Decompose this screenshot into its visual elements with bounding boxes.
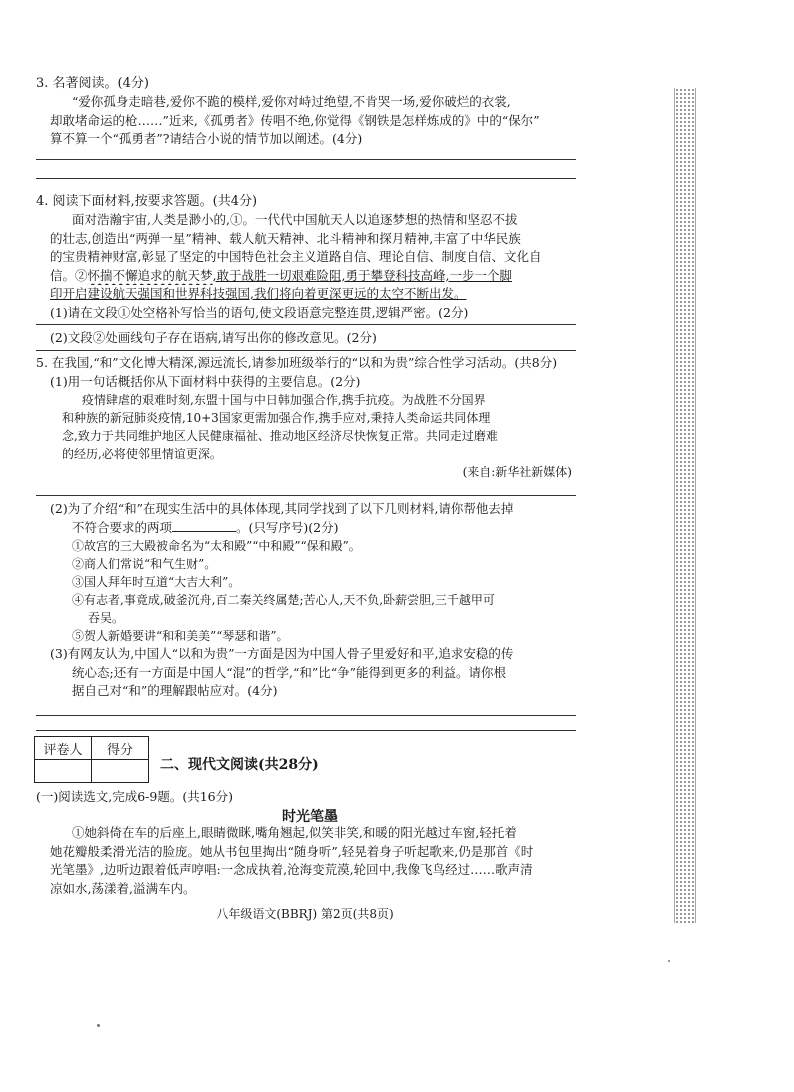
essay-line-2: 她花瓣般柔滑光洁的脸庞。她从书包里掏出“随身听”,轻晃着身子听起歌来,仍是那首《时: [50, 843, 534, 859]
q5-sub-3-line-3: 据自己对“和”的理解跟帖应对。(4分): [72, 683, 278, 698]
q4-para-line-1: 面对浩瀚宇宙,人类是渺小的,①。一代代中国航天人以追逐梦想的热情和坚忍不拔: [72, 212, 518, 227]
page-footer: 八年级语文(BBRJ) 第2页(共8页): [216, 907, 394, 921]
q4-sub2-answer-line[interactable]: [36, 350, 576, 351]
q5-sub-3-line-2: 统心态;还有一方面是中国人“混”的哲学,“和”比“争”能得到更多的利益。请你根: [72, 664, 507, 680]
q5-option-5: ⑤贺人新婚要讲“和和美美”“琴瑟和谐”。: [72, 629, 289, 643]
question-3: [36, 74, 576, 179]
q5-sub-2-line-1: (2)为了介绍“和”在现实生活中的具体体现,其同学找到了以下几则材料,请你帮他去掉: [50, 501, 514, 516]
q5-source: (来自:新华社新媒体): [462, 465, 572, 479]
essay-line-4: 凉如水,荡漾着,溢满车内。: [50, 880, 196, 896]
q5-quote-line-3: 念,致力于共同维护地区人民健康福祉、推动地区经济尽快恢复正常。共同走过磨难: [62, 429, 498, 443]
q4-para-line-4: 信。②怀揣不懈追求的航天梦,敢于战胜一切艰难险阻,勇于攀登科技高峰,一步一个脚: [50, 267, 512, 283]
q5-quote-line-4: 的经历,必将使邻里情谊更深。: [62, 447, 222, 461]
scan-speck: [668, 960, 670, 962]
binding-margin-strip: [674, 88, 696, 923]
q3-answer-line-1[interactable]: [36, 159, 576, 160]
essay-line-1: ①她斜倚在车的后座上,眼睛微眯,嘴角翘起,似笑非笑,和暖的阳光越过车窗,轻托着: [72, 825, 517, 840]
q5-quote-line-2: 和种族的新冠肺炎疫情,10+3国家更需加强合作,携手应对,秉持人类命运共同体理: [62, 411, 491, 425]
reading-section: [36, 788, 576, 807]
q5-sub3-answer-line-2[interactable]: [36, 730, 576, 731]
q5-quote-line-1: 疫情肆虐的艰难时刻,东盟十国与中日韩加强合作,携手抗疫。为战胜不分国界: [82, 393, 486, 407]
q4-sub-2: (2)文段②处画线句子存在语病,请写出你的修改意见。(2分): [50, 330, 377, 345]
q4-para-line-2: 的壮志,创造出“两弹一星”精神、载人航天精神、北斗精神和探月精神,丰富了中华民族: [50, 230, 521, 246]
q3-line-3: 算不算一个“孤勇者”?请结合小说的情节加以阐述。(4分): [50, 131, 363, 146]
q5-option-1: ①故宫的三大殿被命名为“太和殿”“中和殿”“保和殿”。: [72, 539, 361, 553]
q4-sub-1: (1)请在文段①处空格补写恰当的语句,使文段语意完整连贯,逻辑严密。(2分): [50, 304, 469, 320]
q3-line-2: 却敢堵命运的枪……”近来,《孤勇者》传唱不绝,你觉得《钢铁是怎样炼成的》中的“保尔”: [50, 112, 540, 128]
q5-sub2-answer-blank[interactable]: [172, 519, 236, 532]
essay-line-3: 光笔墨》,边听边跟着低声哼唱:一念成执着,沧海变荒漠,轮回中,我像飞鸟经过……歌声清: [50, 862, 533, 877]
grading-table: [34, 736, 149, 783]
q3-title: 3. 名著阅读。(4分): [36, 76, 149, 91]
score-label: 得分: [92, 737, 149, 760]
reviewer-cell[interactable]: [35, 760, 92, 783]
q4-para-line-5: 印开启建设航天强国和世界科技强国,我们将向着更深更远的太空不断出发。: [50, 286, 467, 301]
q5-sub1-answer-line[interactable]: [36, 495, 576, 496]
score-cell[interactable]: [92, 760, 149, 783]
sub-section-title: (一)阅读选文,完成6-9题。(共16分): [36, 789, 234, 804]
q5-sub-2-line-2: 不符合要求的两项 。(只写序号)(2分): [72, 519, 339, 535]
q5-sub-3-line-1: (3)有网友认为,中国人“以和为贵”一方面是因为中国人骨子里爱好和平,追求安稳的传: [50, 646, 514, 661]
q4-sub1-answer-line[interactable]: [36, 324, 576, 325]
essay-title: 时光笔墨: [282, 809, 338, 825]
section-2-title: 二、现代文阅读(共28分): [160, 757, 319, 773]
q5-title: 5. 在我国,“和”文化博大精深,源远流长,请参加班级举行的“以和为贵”综合性学习活动。(共8分): [36, 355, 558, 370]
q4-title: 4. 阅读下面材料,按要求答题。(共4分): [36, 194, 258, 209]
q4-underlined-text: ,敢于战胜一切艰难险阻,勇于攀登科技高峰,一步一个脚: [212, 267, 512, 283]
scan-speck: [97, 1024, 100, 1027]
q5-option-4: ④有志者,事竟成,破釜沉舟,百二秦关终属楚;苦心人,天不负,卧薪尝胆,三千越甲可: [72, 593, 495, 607]
reviewer-label: 评卷人: [35, 737, 92, 760]
q5-option-3: ③国人拜年时互道“大吉大利”。: [72, 575, 241, 589]
q3-answer-line-2[interactable]: [36, 178, 576, 179]
essay-body: [36, 824, 576, 898]
question-4: [36, 192, 576, 351]
q4-para-line-3: 的宝贵精神财富,彰显了坚定的中国特色社会主义道路自信、理论自信、制度自信、文化自: [50, 249, 542, 264]
q5-option-4-cont: 吞吴。: [88, 611, 125, 625]
q3-line-1: “爱你孤身走暗巷,爱你不跪的模样,爱你对峙过绝望,不肯哭一场,爱你破烂的衣裳,: [72, 94, 511, 109]
question-5-part-2: [36, 500, 576, 731]
q5-option-2: ②商人们常说“和气生财”。: [72, 557, 217, 571]
q5-sub3-answer-line-1[interactable]: [36, 715, 576, 716]
q4-wavy-text: 怀揣不懈追求的航天梦: [87, 267, 213, 283]
question-5: [36, 354, 576, 496]
q5-sub-1: (1)用一句话概括你从下面材料中获得的主要信息。(2分): [50, 373, 361, 389]
